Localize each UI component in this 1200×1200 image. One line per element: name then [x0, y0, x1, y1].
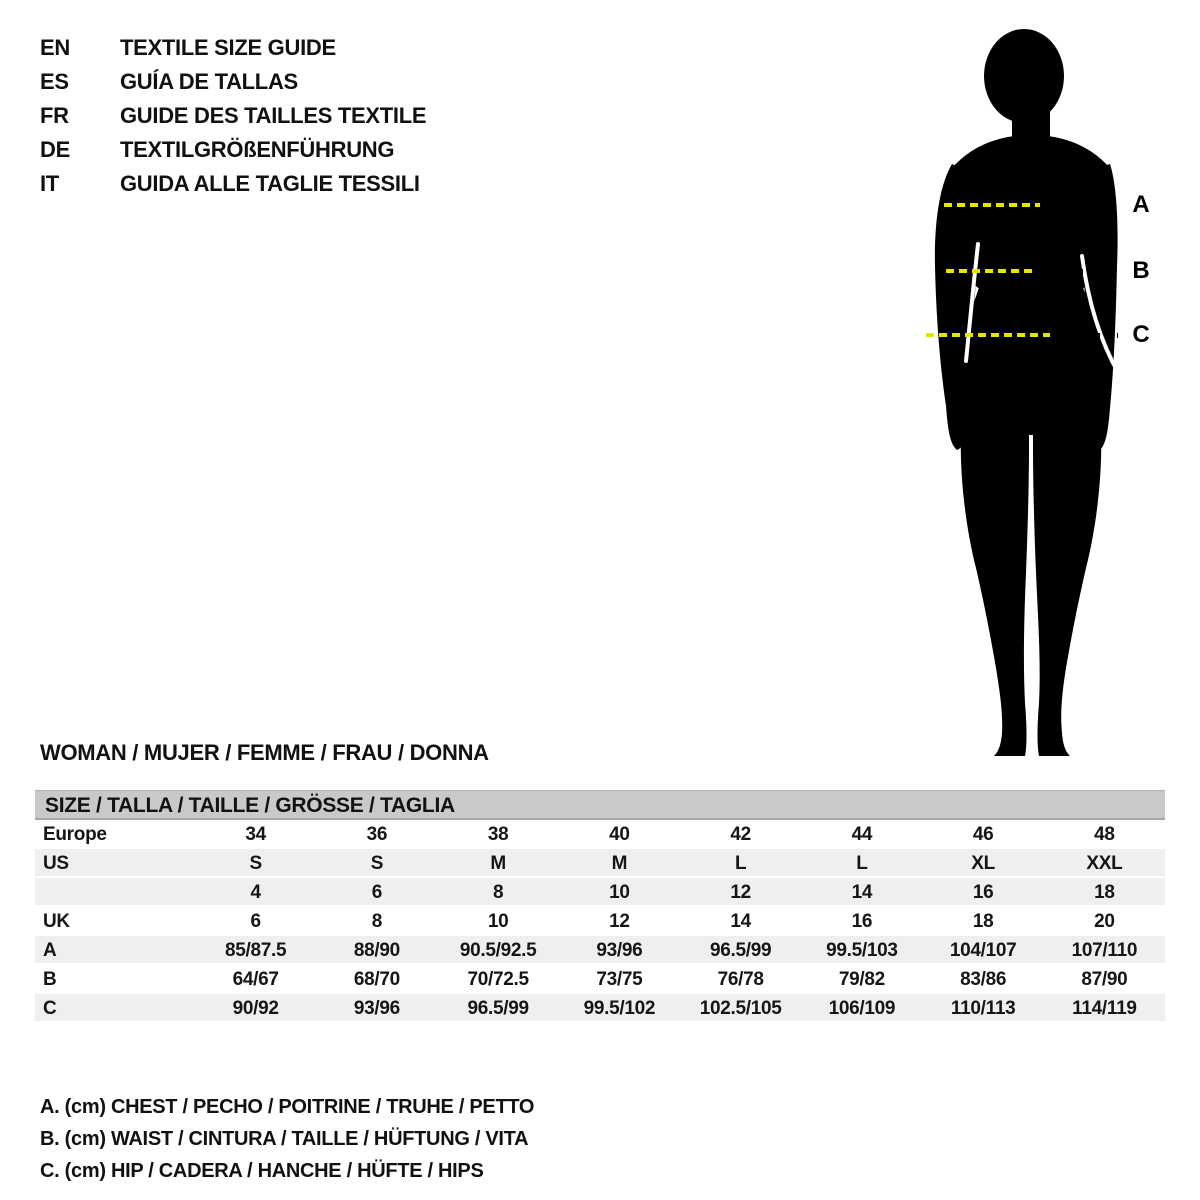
measure-line-c-callout — [1084, 333, 1118, 338]
guide-title: TEXTILE SIZE GUIDE — [120, 35, 336, 60]
guide-title: GUIDE DES TAILLES TEXTILE — [120, 103, 427, 128]
measurement-legend — [40, 1091, 534, 1187]
size-value: 40 — [609, 823, 630, 845]
guide-title: GUIDA ALLE TAGLIE TESSILI — [120, 171, 420, 196]
size-value: 99.5/102 — [559, 994, 680, 1023]
size-value: 93/96 — [559, 936, 680, 965]
size-value: 104/107 — [923, 936, 1044, 965]
table-row — [35, 965, 1165, 994]
row-label: B — [43, 968, 57, 990]
size-value: 38 — [487, 823, 509, 845]
silhouette-hips — [955, 284, 1106, 435]
language-code: EN — [40, 35, 70, 60]
size-value: 48 — [1094, 823, 1115, 845]
size-value: 8 — [371, 910, 383, 932]
measure-line-a-callout — [1078, 203, 1118, 208]
measure-line-b-body — [946, 269, 1034, 273]
table-row — [35, 878, 1165, 907]
silhouette-right-leg — [1033, 414, 1101, 756]
size-value: 68/70 — [353, 968, 400, 990]
language-row — [40, 99, 426, 133]
row-label: US — [35, 849, 195, 878]
size-value: 46 — [972, 823, 994, 845]
language-row — [40, 133, 426, 167]
size-value: 6 — [250, 910, 261, 932]
guide-title: GUÍA DE TALLAS — [120, 69, 298, 94]
size-value: 96.5/99 — [438, 994, 559, 1023]
size-value: 16 — [923, 878, 1044, 907]
language-code: ES — [40, 69, 69, 94]
size-value: S — [316, 849, 437, 878]
size-value: M — [559, 849, 680, 878]
measure-line-c-body — [926, 333, 1050, 337]
size-value: 107/110 — [1044, 936, 1165, 965]
size-value: 106/109 — [801, 994, 922, 1023]
row-label: Europe — [43, 823, 107, 845]
size-value: XL — [923, 849, 1044, 878]
size-value: 18 — [972, 910, 994, 932]
measure-letter-c: C — [1132, 321, 1150, 348]
row-label: UK — [43, 910, 70, 932]
language-code: FR — [40, 103, 69, 128]
legend-item-chest: A. (cm) CHEST / PECHO / POITRINE / TRUHE / PETTO — [40, 1096, 535, 1118]
table-row — [35, 907, 1165, 936]
measure-line-a-body — [944, 203, 1040, 207]
size-value: S — [195, 849, 316, 878]
size-value: 34 — [245, 823, 266, 845]
size-value: 64/67 — [232, 968, 279, 990]
size-value: 6 — [316, 878, 437, 907]
size-value: 10 — [559, 878, 680, 907]
legend-item-hip: C. (cm) HIP / CADERA / HANCHE / HÜFTE / HIPS — [40, 1160, 484, 1182]
language-code: DE — [40, 137, 70, 162]
size-value: XXL — [1044, 849, 1165, 878]
size-value: 85/87.5 — [195, 936, 316, 965]
size-value: 102.5/105 — [680, 994, 801, 1023]
size-value: 114/119 — [1044, 994, 1165, 1023]
size-value: 18 — [1044, 878, 1165, 907]
size-value: 70/72.5 — [467, 968, 529, 990]
size-value: 110/113 — [923, 994, 1044, 1023]
table-row — [35, 936, 1165, 965]
silhouette-left-leg — [961, 414, 1029, 756]
size-table-grid — [35, 820, 1165, 1023]
size-table — [35, 790, 1165, 1023]
size-value: 99.5/103 — [801, 936, 922, 965]
table-row — [35, 994, 1165, 1023]
language-row — [40, 31, 426, 65]
size-value: 96.5/99 — [680, 936, 801, 965]
size-value: 83/86 — [960, 968, 1007, 990]
size-value: 79/82 — [838, 968, 885, 990]
size-value: L — [801, 849, 922, 878]
guide-title: TEXTILGRÖßENFÜHRUNG — [120, 137, 395, 162]
size-value: 76/78 — [717, 968, 764, 990]
size-value: M — [438, 849, 559, 878]
size-value: 14 — [730, 910, 751, 932]
size-value: 93/96 — [316, 994, 437, 1023]
language-row — [40, 167, 426, 201]
size-value: L — [680, 849, 801, 878]
woman-silhouette — [920, 16, 1200, 766]
language-row — [40, 65, 426, 99]
row-label — [35, 878, 195, 907]
measure-line-b-callout — [1078, 269, 1118, 274]
size-value: 16 — [851, 910, 873, 932]
language-title-list — [40, 31, 426, 201]
size-value: 87/90 — [1081, 968, 1128, 990]
language-code: IT — [40, 171, 59, 196]
measure-letter-a: A — [1132, 191, 1150, 218]
size-value: 44 — [851, 823, 873, 845]
size-table-header: SIZE / TALLA / TAILLE / GRÖSSE / TAGLIA — [35, 790, 1165, 820]
table-row — [35, 849, 1165, 878]
size-value: 20 — [1094, 910, 1115, 932]
size-value: 73/75 — [596, 968, 643, 990]
measure-letter-b: B — [1132, 257, 1150, 284]
size-value: 8 — [438, 878, 559, 907]
size-value: 90/92 — [195, 994, 316, 1023]
size-value: 4 — [195, 878, 316, 907]
legend-item-waist: B. (cm) WAIST / CINTURA / TAILLE / HÜFTUNG / VITA — [40, 1128, 529, 1150]
section-title: WOMAN / MUJER / FEMME / FRAU / DONNA — [40, 740, 489, 765]
size-value: 12 — [680, 878, 801, 907]
size-value: 42 — [730, 823, 751, 845]
woman-silhouette-figure — [920, 16, 1200, 766]
size-value: 12 — [609, 910, 630, 932]
table-row — [35, 820, 1165, 849]
size-value: 36 — [366, 823, 388, 845]
row-label: A — [35, 936, 195, 965]
row-label: C — [35, 994, 195, 1023]
size-value: 10 — [487, 910, 509, 932]
size-value: 14 — [801, 878, 922, 907]
size-value: 88/90 — [316, 936, 437, 965]
size-value: 90.5/92.5 — [438, 936, 559, 965]
